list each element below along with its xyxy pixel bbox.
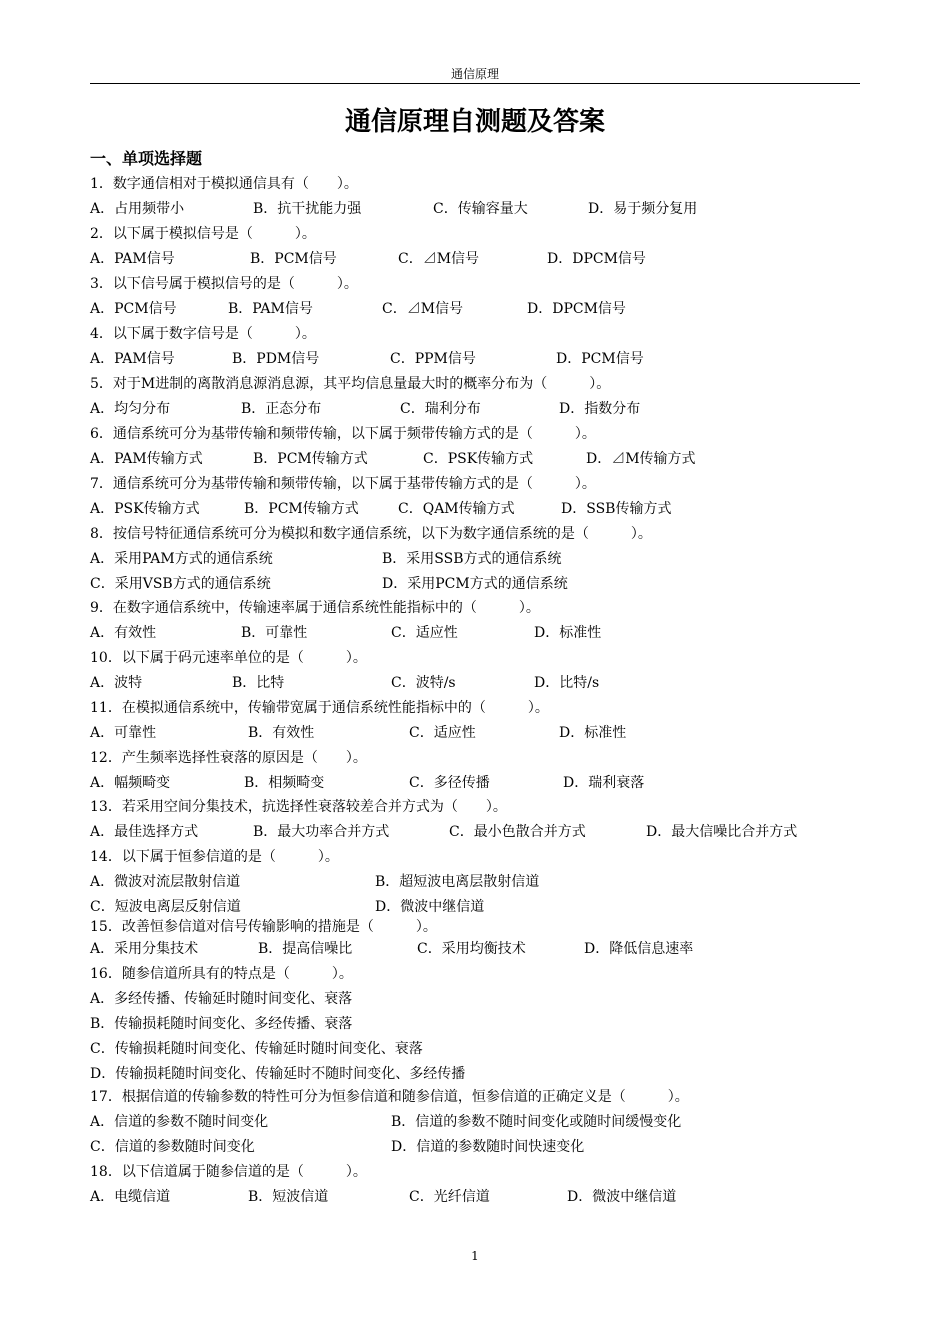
- question-text: 6．通信系统可分为基带传输和频带传输，以下属于频带传输方式的是（ ）。: [90, 426, 596, 442]
- answer-option: C．PSK传输方式: [423, 451, 534, 467]
- answer-option: A．PAM信号: [90, 251, 175, 267]
- answer-option: B．最大功率合并方式: [253, 824, 390, 840]
- answer-option: D．最大信噪比合并方式: [646, 824, 798, 840]
- question-text: 9．在数字通信系统中，传输速率属于通信系统性能指标中的（ ）。: [90, 600, 540, 616]
- answer-option: A．占用频带小: [90, 201, 185, 217]
- question-text: 18．以下信道属于随参信道的是（ ）。: [90, 1164, 367, 1180]
- question-text: 7．通信系统可分为基带传输和频带传输，以下属于基带传输方式的是（ ）。: [90, 476, 596, 492]
- answer-option: A．波特: [90, 675, 143, 691]
- answer-option: C．⊿M信号: [382, 301, 464, 317]
- answer-option: C．⊿M信号: [398, 251, 480, 267]
- answer-option: A．电缆信道: [90, 1189, 171, 1205]
- answer-option: C．光纤信道: [409, 1189, 490, 1205]
- answer-option: A．信道的参数不随时间变化: [90, 1114, 269, 1130]
- answer-option: A．最佳选择方式: [90, 824, 199, 840]
- answer-option: B．可靠性: [241, 625, 308, 641]
- answer-option: D．易于频分复用: [588, 201, 698, 217]
- answer-option: C．多径传播: [409, 775, 490, 791]
- header-rule: [90, 83, 860, 84]
- answer-option: D．指数分布: [559, 401, 641, 417]
- answer-option: C．传输损耗随时间变化、传输延时随时间变化、衰落: [90, 1041, 423, 1057]
- answer-option: C．采用均衡技术: [417, 941, 526, 957]
- answer-option: D．传输损耗随时间变化、传输延时不随时间变化、多经传播: [90, 1066, 466, 1082]
- answer-option: B．传输损耗随时间变化、多经传播、衰落: [90, 1016, 353, 1032]
- answer-option: C．适应性: [391, 625, 458, 641]
- answer-option: D．微波中继信道: [567, 1189, 677, 1205]
- answer-option: A．幅频畸变: [90, 775, 171, 791]
- answer-option: B．PCM传输方式: [253, 451, 368, 467]
- document-title: 通信原理自测题及答案: [344, 107, 605, 137]
- question-text: 2．以下属于模拟信号是（ ）。: [90, 226, 316, 242]
- answer-option: A．PCM信号: [90, 301, 177, 317]
- answer-option: B．PAM信号: [228, 301, 313, 317]
- answer-option: D．标准性: [534, 625, 602, 641]
- answer-option: D．采用PCM方式的通信系统: [382, 576, 568, 592]
- answer-option: D．DPCM信号: [527, 301, 626, 317]
- answer-option: C．适应性: [409, 725, 476, 741]
- answer-option: A．微波对流层散射信道: [90, 874, 241, 890]
- question-text: 15．改善恒参信道对信号传输影响的措施是（ ）。: [90, 919, 437, 935]
- answer-option: D．⊿M传输方式: [586, 451, 696, 467]
- answer-option: C．瑞利分布: [400, 401, 481, 417]
- question-text: 14．以下属于恒参信道的是（ ）。: [90, 849, 339, 865]
- question-text: 16．随参信道所具有的特点是（ ）。: [90, 966, 353, 982]
- answer-option: B．比特: [232, 675, 285, 691]
- question-text: 8．按信号特征通信系统可分为模拟和数字通信系统，以下为数字通信系统的是（ ）。: [90, 526, 652, 542]
- answer-option: A．PAM传输方式: [90, 451, 203, 467]
- answer-option: D．SSB传输方式: [561, 501, 672, 517]
- answer-option: C．QAM传输方式: [398, 501, 515, 517]
- question-text: 12．产生频率选择性衰落的原因是（ ）。: [90, 750, 367, 766]
- question-text: 17．根据信道的传输参数的特性可分为恒参信道和随参信道，恒参信道的正确定义是（ ）。: [90, 1089, 689, 1105]
- running-header: 通信原理: [450, 67, 499, 81]
- answer-option: B．抗干扰能力强: [253, 201, 362, 217]
- answer-option: A．有效性: [90, 625, 157, 641]
- section-heading: 一、单项选择题: [90, 149, 203, 168]
- answer-option: B．正态分布: [241, 401, 322, 417]
- answer-option: C．传输容量大: [433, 201, 528, 217]
- answer-option: D．信道的参数随时间快速变化: [391, 1139, 585, 1155]
- answer-option: C．最小色散合并方式: [449, 824, 586, 840]
- answer-option: B．相频畸变: [244, 775, 325, 791]
- question-text: 11．在模拟通信系统中，传输带宽属于通信系统性能指标中的（ ）。: [90, 700, 549, 716]
- answer-option: D．比特/s: [534, 675, 600, 691]
- answer-option: A．采用分集技术: [90, 941, 199, 957]
- answer-option: C．信道的参数随时间变化: [90, 1139, 255, 1155]
- answer-option: C．PPM信号: [390, 351, 476, 367]
- question-text: 3．以下信号属于模拟信号的是（ ）。: [90, 276, 358, 292]
- answer-option: A．多经传播、传输延时随时间变化、衰落: [90, 991, 353, 1007]
- question-text: 13．若采用空间分集技术，抗选择性衰落较差合并方式为（ ）。: [90, 799, 507, 815]
- page-number: 1: [471, 1249, 479, 1263]
- answer-option: C．波特/s: [391, 675, 456, 691]
- answer-option: B．超短波电离层散射信道: [375, 874, 540, 890]
- answer-option: D．微波中继信道: [375, 899, 485, 915]
- answer-option: A．均匀分布: [90, 401, 171, 417]
- answer-option: D．DPCM信号: [547, 251, 646, 267]
- answer-option: A．可靠性: [90, 725, 157, 741]
- answer-option: B．有效性: [248, 725, 315, 741]
- answer-option: B．PCM信号: [250, 251, 337, 267]
- answer-option: D．PCM信号: [556, 351, 644, 367]
- answer-option: B．PDM信号: [232, 351, 320, 367]
- answer-option: D．标准性: [559, 725, 627, 741]
- answer-option: D．降低信息速率: [584, 941, 694, 957]
- answer-option: B．PCM传输方式: [244, 501, 359, 517]
- answer-option: A．PSK传输方式: [90, 501, 200, 517]
- question-text: 4．以下属于数字信号是（ ）。: [90, 326, 316, 342]
- answer-option: B．信道的参数不随时间变化或随时间缓慢变化: [391, 1114, 682, 1130]
- answer-option: C．采用VSB方式的通信系统: [90, 576, 271, 592]
- question-text: 10．以下属于码元速率单位的是（ ）。: [90, 650, 367, 666]
- answer-option: B．采用SSB方式的通信系统: [382, 551, 562, 567]
- answer-option: A．采用PAM方式的通信系统: [90, 551, 273, 567]
- question-text: 1．数字通信相对于模拟通信具有（ ）。: [90, 176, 358, 192]
- answer-option: B．提高信噪比: [258, 941, 353, 957]
- answer-option: B．短波信道: [248, 1189, 329, 1205]
- answer-option: D．瑞利衰落: [563, 775, 645, 791]
- answer-option: C．短波电离层反射信道: [90, 899, 241, 915]
- question-text: 5．对于M进制的离散消息源消息源，其平均信息量最大时的概率分布为（ ）。: [90, 376, 611, 392]
- answer-option: A．PAM信号: [90, 351, 175, 367]
